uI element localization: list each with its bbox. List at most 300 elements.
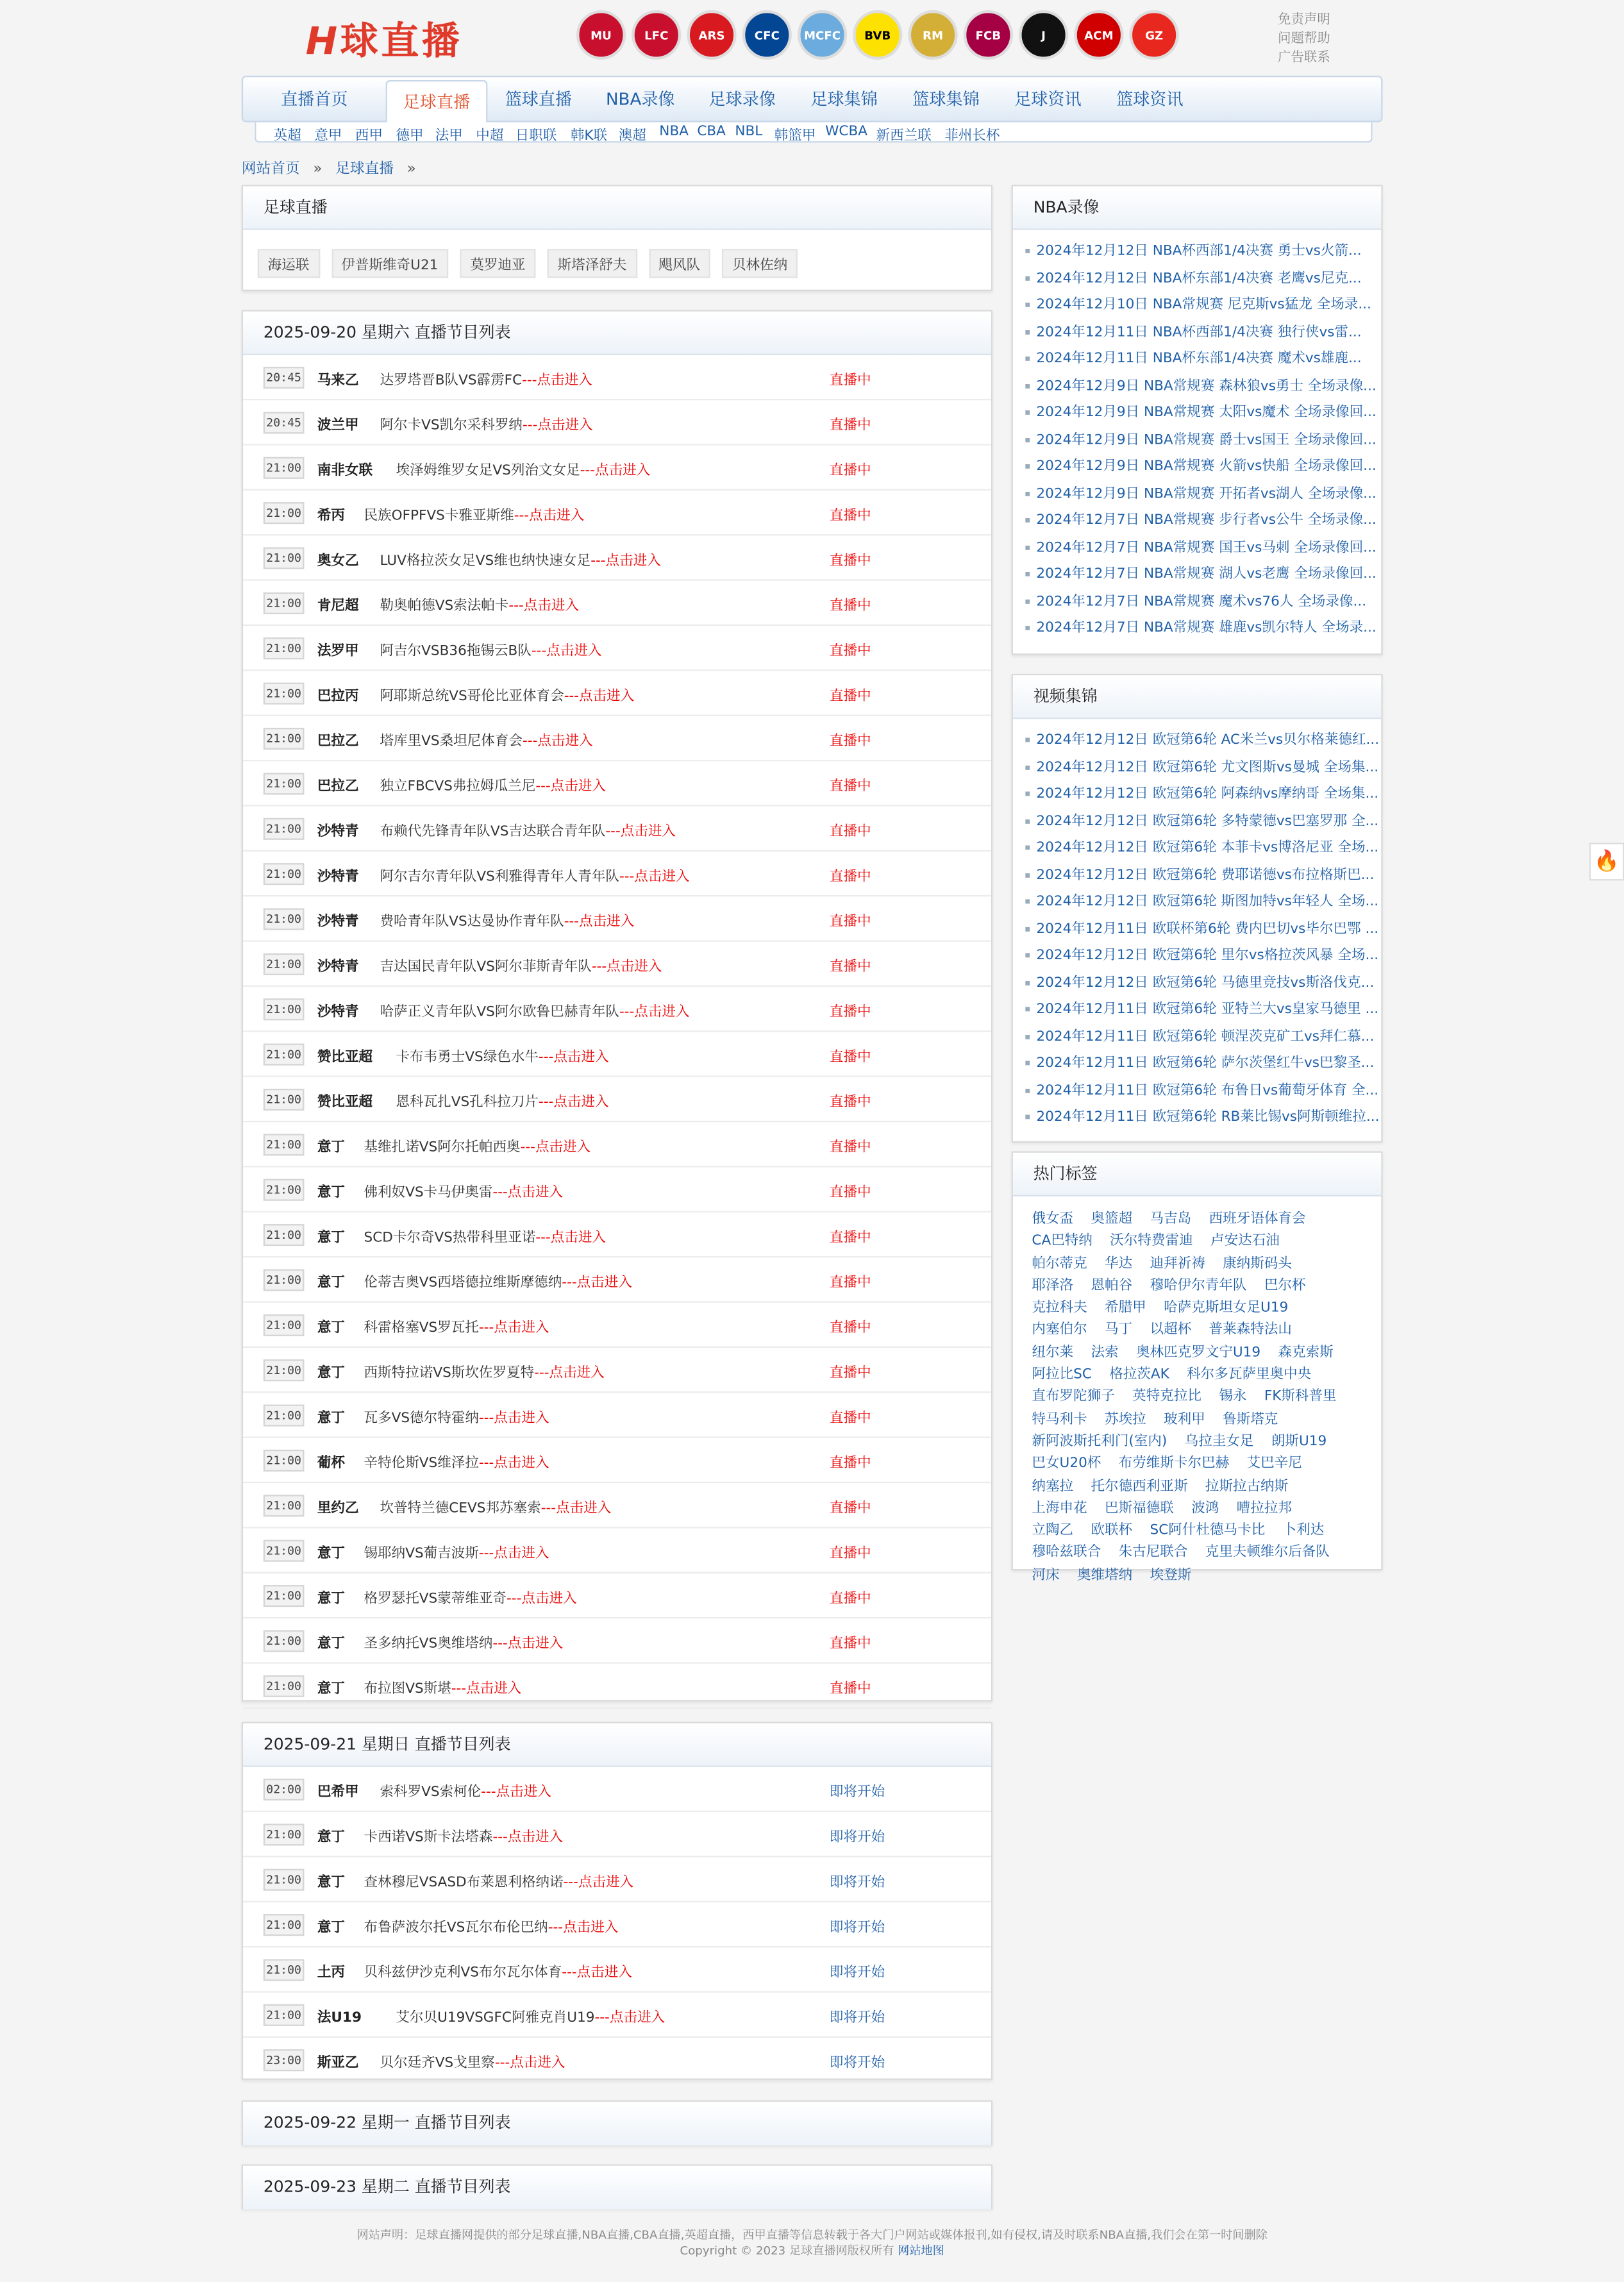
hot-tag[interactable]: 内塞伯尔 xyxy=(1032,1322,1087,1339)
enter-link[interactable]: ---点击进入 xyxy=(492,1636,564,1652)
nba-replay-item[interactable]: ▪ 2024年12月7日 NBA常规赛 湖人vs老鹰 全场录像回... xyxy=(1025,562,1381,589)
hot-tag[interactable]: 耶泽洛 xyxy=(1032,1277,1074,1294)
enter-link[interactable]: ---点击进入 xyxy=(481,1784,551,1800)
nba-replay-item[interactable]: ▪ 2024年12月9日 NBA常规赛 太阳vs魔术 全场录像回... xyxy=(1025,400,1381,427)
match-time: 21:00 xyxy=(264,1314,305,1336)
league-name: 葡杯 xyxy=(317,1456,346,1472)
sitemap-link[interactable]: 网站地图 xyxy=(898,2244,944,2258)
match-teams: 坎普特兰德CEVS邦苏塞索 xyxy=(380,1500,541,1517)
match-time: 21:00 xyxy=(264,998,305,1020)
match-row[interactable] xyxy=(243,1858,991,1902)
subnav-item[interactable]: 韩K联 xyxy=(570,128,608,144)
site-logo[interactable]: H球直播 xyxy=(305,20,463,64)
hot-tag[interactable]: 欧联杯 xyxy=(1091,1522,1133,1539)
hot-tag[interactable]: 卜利达 xyxy=(1282,1522,1325,1539)
nba-replay-list xyxy=(1013,230,1381,643)
enter-link[interactable]: ---点击进入 xyxy=(478,1320,549,1336)
match-row[interactable] xyxy=(243,1664,991,1709)
nav-item[interactable]: 足球资讯 xyxy=(1014,88,1082,110)
hot-tag[interactable]: 克拉科夫 xyxy=(1032,1300,1087,1316)
match-row[interactable] xyxy=(243,491,991,535)
match-row[interactable] xyxy=(243,761,991,806)
nba-replay-item[interactable]: ▪ 2024年12月12日 NBA杯东部1/4决赛 老鹰vs尼克... xyxy=(1025,265,1381,292)
disclaimer-link[interactable]: 免责声明 xyxy=(1278,13,1330,28)
match-title[interactable] xyxy=(380,775,605,795)
enter-link[interactable]: ---点击进入 xyxy=(619,869,690,885)
match-title[interactable] xyxy=(380,2051,565,2071)
match-title[interactable] xyxy=(380,910,634,930)
match-row[interactable] xyxy=(243,1573,991,1618)
schedule-title[interactable]: 2025-09-23 星期二 直播节目列表 xyxy=(243,2166,991,2210)
hot-tag[interactable]: 法索 xyxy=(1091,1344,1119,1361)
league-name: 巴拉乙 xyxy=(317,778,359,795)
video-item[interactable]: ▪ 2024年12月12日 欧冠第6轮 费耶诺德vs布拉格斯巴... xyxy=(1025,862,1381,889)
status-badge: 直播中 xyxy=(829,1139,871,1156)
nba-replay-item[interactable]: ▪ 2024年12月7日 NBA常规赛 国王vs马刺 全场录像回... xyxy=(1025,535,1381,562)
match-row[interactable] xyxy=(243,1348,991,1393)
hot-tag[interactable]: 苏埃拉 xyxy=(1105,1411,1146,1428)
match-time: 21:00 xyxy=(264,683,305,705)
subnav-item[interactable]: NBL xyxy=(735,123,763,140)
enter-link[interactable]: ---点击进入 xyxy=(580,462,651,479)
match-teams: 锡耶纳VS葡吉波斯 xyxy=(364,1545,479,1562)
match-row[interactable] xyxy=(243,626,991,671)
match-row[interactable] xyxy=(243,1812,991,1857)
enter-link[interactable]: ---点击进入 xyxy=(520,1139,591,1156)
hot-tag[interactable]: 鲁斯塔克 xyxy=(1223,1411,1278,1428)
schedule-day-2 xyxy=(242,1722,992,2079)
enter-link[interactable]: ---点击进入 xyxy=(538,1095,609,1111)
subnav-item[interactable]: 英超 xyxy=(273,128,301,144)
video-item[interactable]: ▪ 2024年12月11日 欧冠第6轮 布鲁日vs葡萄牙体育 全... xyxy=(1025,1078,1381,1105)
hot-tag[interactable]: 托尔德西利亚斯 xyxy=(1091,1478,1188,1495)
league-name: 意丁 xyxy=(317,1591,346,1607)
match-row[interactable] xyxy=(243,1483,991,1528)
nav-item[interactable]: NBA录像 xyxy=(606,88,675,110)
hot-tag[interactable]: 普莱森特法山 xyxy=(1209,1322,1292,1339)
enter-link[interactable]: ---点击进入 xyxy=(522,373,592,389)
match-row[interactable] xyxy=(243,1767,991,1812)
match-title[interactable] xyxy=(380,414,592,434)
match-title[interactable] xyxy=(396,2006,665,2026)
subnav-item[interactable]: 新西兰联 xyxy=(876,128,932,144)
enter-link[interactable]: ---点击进入 xyxy=(594,2009,666,2026)
match-title[interactable] xyxy=(364,1180,564,1201)
hot-tag[interactable]: 玻利甲 xyxy=(1164,1411,1205,1428)
real-madrid-icon[interactable]: RM xyxy=(908,10,957,60)
hot-tag[interactable]: 帕尔蒂克 xyxy=(1032,1255,1087,1272)
hot-tag[interactable]: 埃登斯 xyxy=(1150,1567,1192,1584)
hot-tag[interactable]: 英特克拉比 xyxy=(1132,1389,1202,1405)
enter-link[interactable]: ---点击进入 xyxy=(548,1920,619,1936)
enter-link[interactable]: ---点击进入 xyxy=(534,1365,605,1382)
match-title[interactable] xyxy=(380,368,592,389)
enter-link[interactable]: ---点击进入 xyxy=(492,1184,564,1201)
nba-replay-item[interactable]: ▪ 2024年12月7日 NBA常规赛 雄鹿vs凯尔特人 全场录... xyxy=(1025,616,1381,642)
nav-item[interactable]: 直播首页 xyxy=(281,88,348,110)
enter-link[interactable]: ---点击进入 xyxy=(562,1965,632,1981)
subnav-item[interactable]: NBA xyxy=(659,123,689,140)
league-name: 沙特青 xyxy=(317,914,359,930)
match-row[interactable] xyxy=(243,581,991,626)
video-item[interactable]: ▪ 2024年12月11日 欧联杯第6轮 费内巴切vs毕尔巴鄂 ... xyxy=(1025,916,1381,943)
subnav-item[interactable]: 菲州长杯 xyxy=(944,128,1000,144)
match-teams: 卡西诺VS斯卡法塔森 xyxy=(364,1829,493,1846)
team-tag[interactable]: 海运联 xyxy=(258,249,320,278)
guangzhou-icon[interactable]: GZ xyxy=(1130,10,1179,60)
breadcrumb-current[interactable]: 足球直播 xyxy=(335,161,394,178)
team-tag[interactable]: 飓风队 xyxy=(648,249,710,278)
status-badge: 直播中 xyxy=(829,1410,871,1427)
match-title[interactable] xyxy=(364,1870,634,1891)
match-title[interactable] xyxy=(364,1915,619,1936)
hot-tag[interactable]: 格拉茨AK xyxy=(1109,1366,1169,1383)
video-item[interactable]: ▪ 2024年12月12日 欧冠第6轮 本菲卡vs博洛尼亚 全场... xyxy=(1025,835,1381,862)
enter-link[interactable]: ---点击进入 xyxy=(514,508,585,524)
match-row[interactable] xyxy=(243,1032,991,1077)
enter-link[interactable]: ---点击进入 xyxy=(535,778,606,795)
video-item[interactable]: ▪ 2024年12月11日 欧冠第6轮 RB莱比锡vs阿斯顿维拉... xyxy=(1025,1105,1381,1132)
match-row[interactable] xyxy=(243,671,991,716)
breadcrumb-home[interactable]: 网站首页 xyxy=(241,161,300,178)
video-item[interactable]: ▪ 2024年12月11日 欧冠第6轮 亚特兰大vs皇家马德里 ... xyxy=(1025,997,1381,1024)
subnav-item[interactable]: 德甲 xyxy=(396,128,424,144)
nba-replay-item[interactable]: ▪ 2024年12月10日 NBA常规赛 尼克斯vs猛龙 全场录... xyxy=(1025,292,1381,319)
team-tag[interactable]: 贝林佐纳 xyxy=(722,249,798,278)
league-name: 法罗甲 xyxy=(317,643,359,660)
match-row[interactable] xyxy=(243,1168,991,1212)
hot-tag[interactable]: 乌拉圭女足 xyxy=(1184,1433,1254,1450)
league-name: 南非女联 xyxy=(317,462,373,479)
hot-tag[interactable]: 阿拉比SC xyxy=(1032,1366,1092,1383)
hot-tag[interactable]: 纳塞拉 xyxy=(1032,1478,1074,1495)
hot-tag[interactable]: 巴女U20杯 xyxy=(1032,1456,1101,1472)
hot-tag[interactable]: 艾巴辛尼 xyxy=(1246,1456,1302,1472)
liverpool-icon[interactable]: LFC xyxy=(632,10,681,60)
status-badge: 直播中 xyxy=(829,598,871,614)
status-badge: 直播中 xyxy=(829,778,871,795)
match-row[interactable] xyxy=(243,1257,991,1302)
match-time: 21:00 xyxy=(264,1585,305,1607)
match-title[interactable] xyxy=(364,1361,605,1381)
enter-link[interactable]: ---点击进入 xyxy=(535,1230,607,1246)
match-row[interactable] xyxy=(243,716,991,761)
hot-tag[interactable]: 卢安达石油 xyxy=(1210,1233,1280,1250)
enter-link[interactable]: ---点击进入 xyxy=(523,417,593,434)
video-item[interactable]: ▪ 2024年12月12日 欧冠第6轮 马德里竞技vs斯洛伐克... xyxy=(1025,970,1381,997)
subnav-item[interactable]: CBA xyxy=(697,123,726,140)
nba-replay-item[interactable]: ▪ 2024年12月9日 NBA常规赛 爵士vs国王 全场录像回... xyxy=(1025,427,1381,454)
match-title[interactable] xyxy=(380,1000,689,1020)
team-tag[interactable]: 伊普斯维奇U21 xyxy=(331,249,448,278)
hot-tag[interactable]: 沃尔特费雷迪 xyxy=(1110,1233,1193,1250)
subnav-item[interactable]: 西甲 xyxy=(355,128,383,144)
match-row[interactable] xyxy=(243,1529,991,1573)
match-title[interactable] xyxy=(364,503,585,524)
arsenal-icon[interactable]: ARS xyxy=(687,10,736,60)
enter-link[interactable]: ---点击进入 xyxy=(508,598,580,614)
video-item[interactable]: ▪ 2024年12月12日 欧冠第6轮 尤文图斯vs曼城 全场集... xyxy=(1025,755,1381,782)
match-row[interactable] xyxy=(243,2038,991,2083)
match-title[interactable] xyxy=(364,1586,577,1607)
hot-tag[interactable]: 森克索斯 xyxy=(1278,1344,1334,1361)
video-item[interactable]: ▪ 2024年12月12日 欧冠第6轮 里尔vs格拉茨风暴 全场... xyxy=(1025,943,1381,970)
nba-replay-item[interactable]: ▪ 2024年12月12日 NBA杯西部1/4决赛 勇士vs火箭... xyxy=(1025,239,1381,265)
nba-replay-item[interactable]: ▪ 2024年12月9日 NBA常规赛 开拓者vs湖人 全场录像... xyxy=(1025,481,1381,508)
chelsea-icon[interactable]: CFC xyxy=(742,10,792,60)
league-name: 意丁 xyxy=(317,1920,346,1936)
status-badge: 直播中 xyxy=(829,1456,871,1472)
hot-tag[interactable]: 立陶乙 xyxy=(1032,1522,1074,1539)
nba-replay-item[interactable]: ▪ 2024年12月7日 NBA常规赛 魔术vs76人 全场录像... xyxy=(1025,589,1381,616)
match-row[interactable] xyxy=(243,807,991,852)
enter-link[interactable]: ---点击进入 xyxy=(478,1545,549,1562)
hot-tag[interactable]: 朗斯U19 xyxy=(1271,1433,1327,1450)
hot-tag[interactable]: 以超杯 xyxy=(1150,1322,1192,1339)
match-title[interactable] xyxy=(380,864,689,885)
match-row[interactable] xyxy=(243,942,991,987)
hot-tag[interactable]: 锡永 xyxy=(1219,1389,1247,1405)
nav-item[interactable]: 足球录像 xyxy=(708,88,776,110)
match-row[interactable] xyxy=(243,1902,991,1947)
match-title[interactable] xyxy=(364,1316,549,1336)
match-title[interactable] xyxy=(364,1225,607,1246)
video-item[interactable]: ▪ 2024年12月12日 欧冠第6轮 多特蒙德vs巴塞罗那 全... xyxy=(1025,809,1381,835)
enter-link[interactable]: ---点击进入 xyxy=(605,823,676,840)
main-nav xyxy=(242,76,1383,122)
league-name: 波兰甲 xyxy=(317,417,359,434)
subnav-item[interactable]: WCBA xyxy=(825,123,868,140)
nba-replay-item[interactable]: ▪ 2024年12月9日 NBA常规赛 火箭vs快船 全场录像回... xyxy=(1025,454,1381,481)
match-row[interactable] xyxy=(243,1993,991,2038)
match-teams: 格罗瑟托VS蒙蒂维亚奇 xyxy=(364,1591,507,1607)
match-title[interactable] xyxy=(364,1406,549,1427)
team-tag[interactable]: 斯塔泽舒夫 xyxy=(548,249,637,278)
nav-item[interactable]: 足球直播 xyxy=(386,80,488,124)
hot-tag[interactable]: 康纳斯码头 xyxy=(1223,1255,1292,1272)
hot-tag[interactable]: 朱古尼联合 xyxy=(1118,1545,1188,1561)
nba-replay-panel xyxy=(1012,185,1383,655)
barcelona-icon[interactable]: FCB xyxy=(964,10,1013,60)
match-row[interactable] xyxy=(243,987,991,1032)
hot-tag[interactable]: 迪拜祈祷 xyxy=(1150,1255,1205,1272)
hot-tag[interactable]: 哈萨克斯坦女足U19 xyxy=(1164,1300,1289,1316)
help-link[interactable]: 问题帮助 xyxy=(1278,31,1330,47)
subnav-item[interactable]: 意甲 xyxy=(314,128,342,144)
match-time: 21:00 xyxy=(264,457,305,479)
manchester-city-icon[interactable]: MCFC xyxy=(798,10,847,60)
match-title[interactable] xyxy=(364,1632,564,1652)
enter-link[interactable]: ---点击进入 xyxy=(540,1500,612,1517)
match-row[interactable] xyxy=(243,400,991,445)
hot-tag[interactable]: 奥篮超 xyxy=(1091,1211,1133,1227)
hot-tag[interactable]: 奥林匹克罗文宁U19 xyxy=(1135,1344,1261,1361)
match-row[interactable] xyxy=(243,1393,991,1438)
hot-tag[interactable]: 马丁 xyxy=(1105,1322,1133,1339)
enter-link[interactable]: ---点击进入 xyxy=(492,1829,564,1846)
manchester-united-icon[interactable]: MU xyxy=(576,10,626,60)
ad-contact-link[interactable]: 广告联系 xyxy=(1278,51,1330,66)
hot-tag[interactable]: 上海申花 xyxy=(1032,1500,1087,1517)
nba-replay-item[interactable]: ▪ 2024年12月11日 NBA杯东部1/4决赛 魔术vs雄鹿... xyxy=(1025,346,1381,373)
enter-link[interactable]: ---点击进入 xyxy=(591,959,662,975)
ac-milan-icon[interactable]: ACM xyxy=(1074,10,1123,60)
match-title[interactable] xyxy=(380,549,660,569)
nav-item[interactable]: 篮球集锦 xyxy=(912,88,980,110)
nav-item[interactable]: 篮球直播 xyxy=(505,88,573,110)
match-teams: 卡布韦勇士VS绿色水牛 xyxy=(396,1049,539,1066)
hot-tag[interactable]: 华达 xyxy=(1105,1255,1133,1272)
enter-link[interactable]: ---点击进入 xyxy=(538,1049,609,1066)
enter-link[interactable]: ---点击进入 xyxy=(564,688,635,705)
match-time: 21:00 xyxy=(264,592,305,614)
hot-tag[interactable]: 穆哈兹联合 xyxy=(1032,1545,1101,1561)
dortmund-icon[interactable]: BVB xyxy=(853,10,902,60)
match-title[interactable] xyxy=(380,1780,551,1800)
nba-replay-item[interactable]: ▪ 2024年12月9日 NBA常规赛 森林狼vs勇士 全场录像... xyxy=(1025,373,1381,400)
match-row[interactable] xyxy=(243,1077,991,1122)
status-badge: 即将开始 xyxy=(829,2009,885,2026)
hot-tag[interactable]: 巴尔杯 xyxy=(1264,1277,1306,1294)
match-title[interactable] xyxy=(380,684,634,705)
subnav-item[interactable]: 日职联 xyxy=(515,128,557,144)
hot-tag[interactable]: 拉斯拉古纳斯 xyxy=(1205,1478,1289,1495)
match-title[interactable] xyxy=(364,1825,564,1846)
match-row[interactable] xyxy=(243,355,991,400)
league-name: 意丁 xyxy=(317,1545,346,1562)
hot-tag[interactable]: 河床 xyxy=(1032,1567,1060,1584)
match-row[interactable] xyxy=(243,852,991,896)
match-row[interactable] xyxy=(243,896,991,941)
match-teams: 吉达国民青年队VS阿尔菲斯青年队 xyxy=(380,959,592,975)
match-title[interactable] xyxy=(364,1677,522,1697)
enter-link[interactable]: ---点击进入 xyxy=(451,1681,522,1697)
enter-link[interactable]: ---点击进入 xyxy=(563,1874,634,1891)
league-subnav xyxy=(255,122,1372,143)
hot-tag[interactable]: 马吉岛 xyxy=(1150,1211,1192,1227)
enter-link[interactable]: ---点击进入 xyxy=(564,914,635,930)
match-row[interactable] xyxy=(243,1438,991,1483)
subnav-item[interactable]: 韩篮甲 xyxy=(774,128,816,144)
match-row[interactable] xyxy=(243,1618,991,1663)
team-tag[interactable]: 莫罗迪亚 xyxy=(460,249,535,278)
hot-tag[interactable]: 西班牙语体育会 xyxy=(1209,1211,1306,1227)
enter-link[interactable]: ---点击进入 xyxy=(506,1591,577,1607)
hot-tag[interactable]: 希腊甲 xyxy=(1105,1300,1146,1316)
match-title[interactable] xyxy=(364,1961,632,1981)
match-title[interactable] xyxy=(380,819,676,840)
match-title[interactable] xyxy=(396,1045,608,1066)
hot-tag[interactable]: 巴斯福德联 xyxy=(1105,1500,1174,1517)
match-title[interactable] xyxy=(364,1541,549,1562)
hot-tag[interactable]: SC阿什杜德马卡比 xyxy=(1150,1522,1266,1539)
schedule-title[interactable]: 2025-09-22 星期一 直播节目列表 xyxy=(243,2102,991,2145)
hot-tag-list xyxy=(1013,1196,1381,1586)
status-badge: 直播中 xyxy=(829,643,871,660)
match-title[interactable] xyxy=(396,1090,608,1111)
video-item[interactable]: ▪ 2024年12月11日 欧冠第6轮 萨尔茨堡红牛vs巴黎圣... xyxy=(1025,1051,1381,1078)
hot-tag[interactable]: 特马利卡 xyxy=(1032,1411,1087,1428)
nav-item[interactable]: 足球集锦 xyxy=(810,88,878,110)
match-teams: 艾尔贝U19VSGFC阿雅克肖U19 xyxy=(396,2009,595,2026)
match-row[interactable] xyxy=(243,1212,991,1257)
match-title[interactable] xyxy=(364,1271,632,1291)
hot-tag[interactable]: 新阿波斯托利门(室内) xyxy=(1032,1433,1168,1450)
league-name: 巴拉丙 xyxy=(317,688,359,705)
hot-tag[interactable]: 奥维塔纳 xyxy=(1076,1567,1133,1584)
video-item[interactable]: ▪ 2024年12月12日 欧冠第6轮 斯图加特vs年轻人 全场... xyxy=(1025,889,1381,916)
hot-tag[interactable]: 直布罗陀狮子 xyxy=(1032,1389,1115,1405)
enter-link[interactable]: ---点击进入 xyxy=(531,643,602,660)
hot-tag[interactable]: 嘈拉拉邦 xyxy=(1236,1500,1292,1517)
match-time: 21:00 xyxy=(264,1179,305,1201)
hot-tag[interactable]: 科尔多瓦萨里奥中央 xyxy=(1187,1366,1312,1383)
footer xyxy=(0,2227,1624,2259)
enter-link[interactable]: ---点击进入 xyxy=(619,1004,690,1021)
match-title[interactable] xyxy=(380,955,662,975)
match-title[interactable] xyxy=(364,1451,549,1472)
hot-tag[interactable]: 俄女盃 xyxy=(1032,1211,1074,1227)
enter-link[interactable]: ---点击进入 xyxy=(478,1410,549,1427)
match-title[interactable] xyxy=(380,729,592,750)
fire-icon[interactable]: 🔥 xyxy=(1589,843,1624,880)
juventus-icon[interactable]: J xyxy=(1019,10,1068,60)
nba-replay-item[interactable]: ▪ 2024年12月7日 NBA常规赛 步行者vs公牛 全场录像... xyxy=(1025,508,1381,535)
match-row[interactable] xyxy=(243,446,991,491)
hot-tag[interactable]: 布劳维斯卡尔巴赫 xyxy=(1118,1456,1230,1472)
nav-item[interactable]: 篮球资讯 xyxy=(1116,88,1184,110)
match-title[interactable] xyxy=(380,594,579,614)
match-time: 21:00 xyxy=(264,1405,305,1427)
subnav-item[interactable]: 澳超 xyxy=(618,128,646,144)
hot-tag[interactable]: 克里夫顿维尔后备队 xyxy=(1205,1545,1330,1561)
hot-tag[interactable]: 纽尔莱 xyxy=(1032,1344,1074,1361)
enter-link[interactable]: ---点击进入 xyxy=(590,553,661,569)
enter-link[interactable]: ---点击进入 xyxy=(478,1456,549,1472)
enter-link[interactable]: ---点击进入 xyxy=(494,2055,565,2072)
enter-link[interactable]: ---点击进入 xyxy=(523,734,593,750)
match-title[interactable] xyxy=(396,458,650,479)
league-name: 赞比亚超 xyxy=(317,1095,373,1111)
hot-tag[interactable]: 恩帕谷 xyxy=(1091,1277,1133,1294)
match-row[interactable] xyxy=(243,1303,991,1348)
match-row[interactable] xyxy=(243,1947,991,1992)
subnav-item[interactable]: 中超 xyxy=(476,128,504,144)
match-row[interactable] xyxy=(243,1122,991,1167)
match-title[interactable] xyxy=(380,1497,611,1517)
match-title[interactable] xyxy=(380,639,601,660)
status-badge: 直播中 xyxy=(829,914,871,930)
status-badge: 即将开始 xyxy=(829,1874,885,1891)
video-item[interactable]: ▪ 2024年12月12日 欧冠第6轮 阿森纳vs摩纳哥 全场集... xyxy=(1025,782,1381,809)
video-item[interactable]: ▪ 2024年12月11日 欧冠第6轮 顿涅茨克矿工vs拜仁慕... xyxy=(1025,1024,1381,1051)
subnav-item[interactable]: 法甲 xyxy=(435,128,463,144)
match-teams: 民族OFPFVS卡雅亚斯维 xyxy=(364,508,514,524)
hot-tag[interactable]: CA巴特纳 xyxy=(1032,1233,1092,1250)
status-badge: 直播中 xyxy=(829,508,871,524)
hot-tag[interactable]: FK斯科普里 xyxy=(1264,1389,1337,1405)
enter-link[interactable]: ---点击进入 xyxy=(562,1275,632,1291)
hot-tag[interactable]: 波鸿 xyxy=(1191,1500,1219,1517)
match-title[interactable] xyxy=(364,1136,591,1156)
match-row[interactable] xyxy=(243,535,991,580)
hot-tag[interactable]: 穆哈伊尔青年队 xyxy=(1150,1277,1247,1294)
video-item[interactable]: ▪ 2024年12月12日 欧冠第6轮 AC米兰vs贝尔格莱德红... xyxy=(1025,728,1381,755)
match-time: 21:00 xyxy=(264,1450,305,1472)
match-teams: 基维扎诺VS阿尔托帕西奥 xyxy=(364,1139,521,1156)
status-badge: 直播中 xyxy=(829,1681,871,1697)
nba-replay-item[interactable]: ▪ 2024年12月11日 NBA杯西部1/4决赛 独行侠vs雷... xyxy=(1025,319,1381,346)
